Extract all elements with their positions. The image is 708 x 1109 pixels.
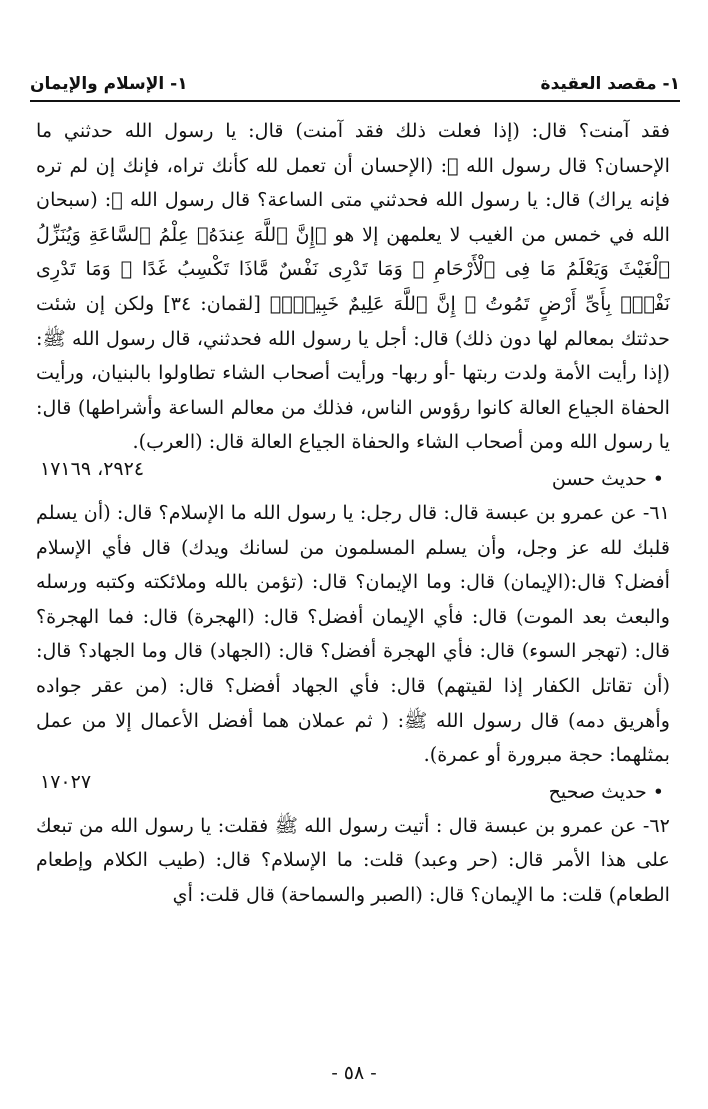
hadith-reference-numbers: ١٧٠٢٧ xyxy=(40,770,92,793)
grade-row-1 xyxy=(36,457,670,496)
hadith-grade: • حديث حسن xyxy=(551,467,664,490)
hadith-text-continued: فقد آمنت؟ قال: (إذا فعلت ذلك فقد آمنت) قال: يا رسول الله حدثني ما الإحسان؟ قال رسول الله ﷺ: (الإحسان أن تعمل لله كأنك تراه، فإنك إن لم تره فإنه يراك) قال: يا رسول الله فحدثني متى الساعة؟ قال رسول الله ﷺ: (سبحان الله في خمس من الغيب لا يعلمهن إلا هو ﴿إِنَّ ٱللَّهَ عِندَهُۥ عِلْمُ ٱلسَّاعَةِ وَيُنَزِّلُ ٱلْغَيْثَ وَيَعْلَمُ مَا فِى ٱلْأَرْحَامِ ۖ وَمَا تَدْرِى نَفْسٌ مَّاذَا تَكْسِبُ غَدًا ۖ وَمَا تَدْرِى نَفْسٌۢ بِأَىِّ أَرْضٍ تَمُوتُ ۚ إِنَّ ٱللَّهَ عَلِيمٌ خَبِيرٌۢ﴾ [لقمان: ٣٤] ولكن إن شئت حدثتك بمعالم لها دون ذلك) قال: أجل يا رسول الله فحدثني، قال رسول الله ﷺ: (إذا رأيت الأمة ولدت ربتها -أو ربها- ورأيت أصحاب الشاء تطاولوا بالبنيان، ورأيت الحفاة الجياع العالة كانوا رؤوس الناس، فذلك من معالم الساعة وأشراطها) قال: يا رسول الله ومن أصحاب الشاء والحفاة الجياع العالة قال: (العرب). xyxy=(36,119,670,454)
section-title: ١- الإسلام والإيمان xyxy=(30,74,188,94)
page-body xyxy=(36,114,670,912)
running-header xyxy=(30,62,680,102)
chapter-title: ١- مقصد العقيدة xyxy=(540,74,680,94)
hadith-grade: • حديث صحيح xyxy=(548,780,664,803)
hadith-61: ٦١- عن عمرو بن عبسة قال: قال رجل: يا رسول الله ما الإسلام؟ قال: (أن يسلم قلبك لله عز وجل، وأن يسلم المسلمون من لسانك ويدك) قال فأي الإسلام أفضل؟ قال:(الإيمان) قال: وما الإيمان؟ قال: (تؤمن بالله وملائكته وكتبه ورسله والبعث بعد الموت) قال: فأي الإيمان أفضل؟ قال: (الهجرة) قال: فما الهجرة؟ قال: (تهجر السوء) قال: فأي الهجرة أفضل؟ قال: (الجهاد) قال وما الجهاد؟ قال: (أن تقاتل الكفار إذا لقيتهم) قال: فأي الجهاد أفضل؟ قال: (من عقر جواده وأهريق دمه) قال رسول الله ﷺ: ( ثم عملان هما أفضل الأعمال إلا من عمل بمثلهما: حجة مبرورة أو عمرة). xyxy=(36,500,670,767)
hadith-62: ٦٢- عن عمرو بن عبسة قال : أتيت رسول الله ﷺ فقلت: يا رسول الله من تبعك على هذا الأمر قال: (حر وعبد) قلت: ما الإسلام؟ قال: (طيب الكلام وإطعام الطعام) قلت: ما الإيمان؟ قال: (الصبر والسماحة) قال قلت: أي xyxy=(36,813,670,906)
grade-row-2 xyxy=(36,770,670,809)
page-number: - ٥٨ - xyxy=(331,1062,377,1084)
hadith-reference-numbers: ٢٩٢٤، ١٧١٦٩ xyxy=(40,457,145,480)
